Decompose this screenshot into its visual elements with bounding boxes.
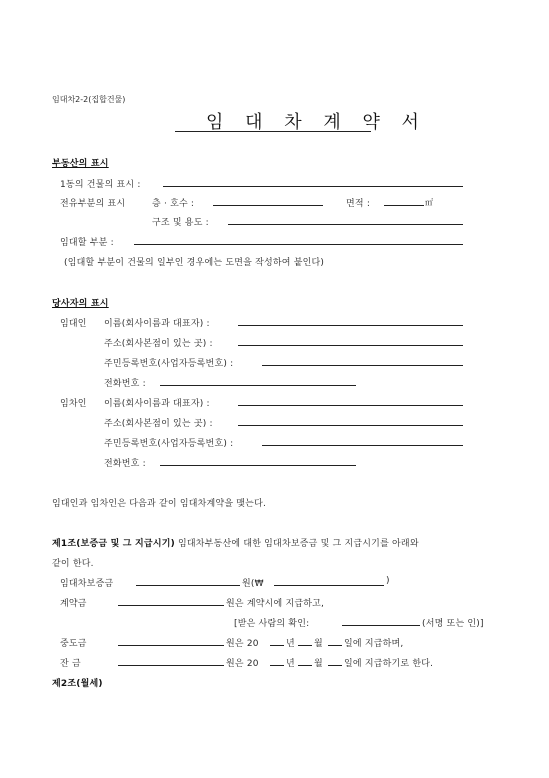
balance-month-label: 월 xyxy=(314,659,323,669)
structure-field[interactable] xyxy=(228,224,463,225)
balance-text: 원은 20 xyxy=(226,659,259,669)
receipt-close: (서명 또는 인)] xyxy=(422,619,484,629)
section-heading-parties: 당사자의 표시 xyxy=(52,299,109,309)
balance-year-label: 년 xyxy=(286,659,295,669)
middle-year-field[interactable] xyxy=(270,645,284,646)
balance-day-text: 일에 지급하기로 한다. xyxy=(344,659,434,669)
lessee-phone-label: 전화번호 : xyxy=(104,459,146,469)
contract-text: 원은 계약시에 지급하고, xyxy=(226,599,325,609)
lessor-name-field[interactable] xyxy=(238,325,463,326)
form-code: 임대차2-2(집합건물) xyxy=(52,95,126,104)
article1-text: 임대차부동산에 대한 임대차보증금 및 그 지급시기를 아래와 xyxy=(178,539,419,549)
lessee-name-label: 이름(회사이름과 대표자) : xyxy=(104,399,210,409)
section-heading-real-estate: 부동산의 표시 xyxy=(52,159,109,169)
title-underline xyxy=(175,131,371,132)
lease-part-note: (임대할 부분이 건물의 일부인 경우에는 도면을 작성하여 붙인다) xyxy=(64,258,325,268)
lessee-id-field[interactable] xyxy=(262,445,463,446)
lessor-label: 임대인 xyxy=(60,319,87,329)
receipt-label: [받은 사람의 확인: xyxy=(234,619,310,629)
lessor-address-field[interactable] xyxy=(238,345,463,346)
receipt-field[interactable] xyxy=(342,625,420,626)
deposit-close: ) xyxy=(386,576,390,586)
deposit-won: 원(₩ xyxy=(242,579,264,589)
contract-amount-field[interactable] xyxy=(118,605,224,606)
building-field[interactable] xyxy=(163,186,463,187)
structure-label: 구조 및 용도 : xyxy=(152,218,209,228)
middle-payment-text: 원은 20 xyxy=(226,639,259,649)
lessee-address-field[interactable] xyxy=(238,425,463,426)
area-label: 면적 : xyxy=(346,199,371,209)
middle-month-field[interactable] xyxy=(298,645,312,646)
middle-payment-label: 중도금 xyxy=(60,639,87,649)
lease-part-label: 임대할 부분 : xyxy=(60,238,114,248)
lessee-address-label: 주소(회사본점이 있는 곳) : xyxy=(104,419,213,429)
balance-amount-field[interactable] xyxy=(118,665,224,666)
floor-unit-field[interactable] xyxy=(213,205,323,206)
page-title: 임 대 차 계 약 서 xyxy=(206,112,427,133)
lessee-name-field[interactable] xyxy=(238,405,463,406)
lessor-id-field[interactable] xyxy=(262,365,463,366)
lessor-name-label: 이름(회사이름과 대표자) : xyxy=(104,319,210,329)
balance-year-field[interactable] xyxy=(270,665,284,666)
balance-label: 잔 금 xyxy=(60,659,81,669)
lessor-phone-label: 전화번호 : xyxy=(104,379,146,389)
balance-day-field[interactable] xyxy=(328,665,342,666)
agreement-sentence: 임대인과 임차인은 다음과 같이 임대차계약을 맺는다. xyxy=(52,499,267,509)
deposit-numeric-field[interactable] xyxy=(274,585,384,586)
area-field[interactable] xyxy=(384,205,424,206)
middle-day-text: 일에 지급하며, xyxy=(344,639,404,649)
middle-month-label: 월 xyxy=(314,639,323,649)
lessee-id-label: 주민등록번호(사업자등록번호) : xyxy=(104,439,234,449)
area-unit: ㎡ xyxy=(425,198,433,207)
middle-day-field[interactable] xyxy=(328,645,342,646)
deposit-amount-field[interactable] xyxy=(136,585,240,586)
balance-month-field[interactable] xyxy=(298,665,312,666)
middle-payment-amount-field[interactable] xyxy=(118,645,224,646)
contract-label: 계약금 xyxy=(60,599,87,609)
deposit-label: 임대차보증금 xyxy=(60,579,114,589)
building-label: 1동의 건물의 표시 : xyxy=(60,180,141,190)
article1-text-cont: 같이 한다. xyxy=(52,559,94,569)
floor-unit-label: 층 · 호수 : xyxy=(152,199,195,209)
article1-title: 제1조(보증금 및 그 지급시기) xyxy=(52,539,175,549)
lessor-phone-field[interactable] xyxy=(160,385,356,386)
article2-title: 제2조(월세) xyxy=(52,679,103,689)
lessee-label: 임차인 xyxy=(60,399,87,409)
lease-part-field[interactable] xyxy=(134,244,463,245)
lessee-phone-field[interactable] xyxy=(160,465,356,466)
lessor-id-label: 주민등록번호(사업자등록번호) : xyxy=(104,359,234,369)
middle-year-label: 년 xyxy=(286,639,295,649)
exclusive-label: 전유부분의 표시 xyxy=(60,199,126,209)
lessor-address-label: 주소(회사본점이 있는 곳) : xyxy=(104,339,213,349)
